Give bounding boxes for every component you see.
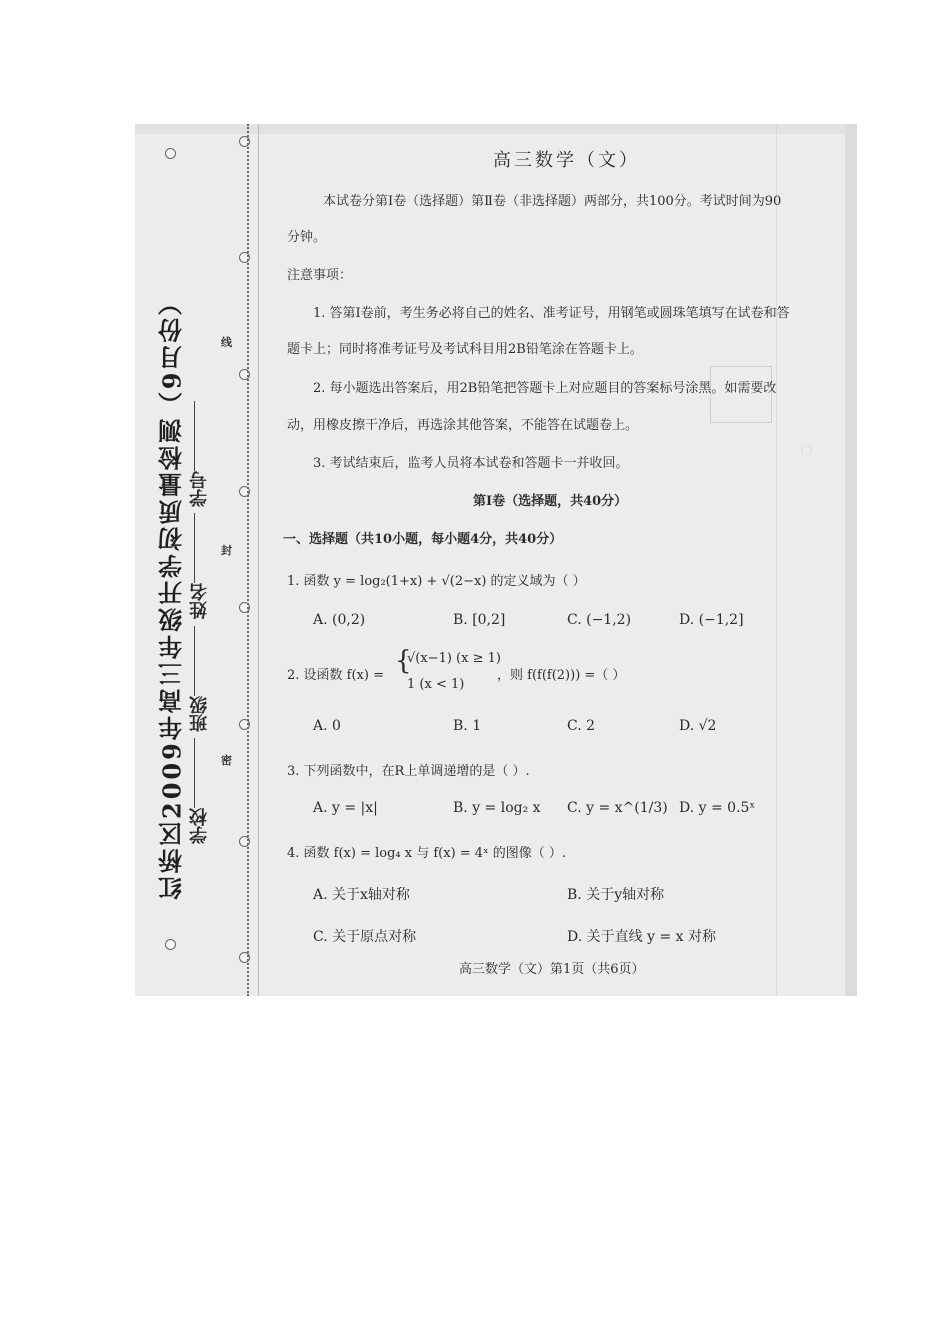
note-2-line-1: 2. 每小题选出答案后，用2B铅笔把答题卡上对应题目的答案标号涂黑。如需要改 <box>313 381 777 396</box>
question-2-stem-prefix: 2. 设函数 f(x) = <box>287 668 384 683</box>
seal-mark-line: 线 <box>221 336 232 349</box>
question-1-option-b[interactable]: B. [0,2] <box>453 612 506 628</box>
question-3-option-d[interactable]: D. y = 0.5ˣ <box>679 800 756 816</box>
scanned-exam-page <box>135 124 857 996</box>
question-3-option-a[interactable]: A. y = |x| <box>313 800 378 816</box>
page-footer: 高三数学（文）第1页（共6页） <box>459 962 645 977</box>
question-3-option-c[interactable]: C. y = x^(1/3) <box>567 800 668 816</box>
question-3-stem: 3. 下列函数中，在R上单调递增的是（ ）. <box>287 764 530 779</box>
question-1-option-a[interactable]: A. (0,2) <box>313 612 366 628</box>
exam-content <box>283 124 853 996</box>
piecewise-brace-icon: { <box>395 646 412 676</box>
page-title: 高三数学（文） <box>493 150 640 171</box>
notes-label: 注意事项： <box>287 268 353 283</box>
binding-margin <box>135 124 253 996</box>
question-2-option-a[interactable]: A. 0 <box>313 718 341 734</box>
tear-line <box>247 124 249 996</box>
school-field-label: 学校 <box>189 808 210 844</box>
note-2-line-2: 动，用橡皮擦干净后，再选涂其他答案，不能答在试题卷上。 <box>287 418 639 433</box>
name-field-label: 姓名 <box>189 583 210 620</box>
intro-line-2: 分钟。 <box>287 230 327 245</box>
question-2-option-b[interactable]: B. 1 <box>453 718 482 734</box>
question-4-stem: 4. 函数 f(x) = log₄ x 与 f(x) = 4ˣ 的图像（ ）. <box>287 846 566 861</box>
seal-mark-secret: 密 <box>221 754 232 767</box>
question-4-option-b[interactable]: B. 关于y轴对称 <box>567 887 665 903</box>
student-id-field-label: 学号 <box>189 471 210 508</box>
question-2-case-2: 1 (x < 1) <box>407 677 465 692</box>
note-1-line-1: 1. 答第Ⅰ卷前，考生务必将自己的姓名、准考证号，用钢笔或圆珠笔填写在试卷和答 <box>313 306 790 321</box>
question-4-option-a[interactable]: A. 关于x轴对称 <box>313 887 410 903</box>
question-2-case-1: √(x−1) (x ≥ 1) <box>407 651 501 666</box>
exam-vertical-title: 红桥区2009年高三年级开学初质量检测（9月份） <box>157 288 187 900</box>
punch-hole-icon <box>165 939 176 950</box>
question-1-option-d[interactable]: D. (−1,2] <box>679 612 744 628</box>
section-heading: 一、选择题（共10小题，每小题4分，共40分） <box>283 532 563 547</box>
question-2-option-c[interactable]: C. 2 <box>567 718 596 734</box>
bleed-through-text: （ ） <box>795 446 819 457</box>
school-field-line[interactable] <box>195 738 196 808</box>
question-4-option-d[interactable]: D. 关于直线 y = x 对称 <box>567 929 716 945</box>
question-3-option-b[interactable]: B. y = log₂ x <box>453 800 541 816</box>
class-field-label: 班级 <box>189 695 210 732</box>
class-field-line[interactable] <box>195 626 196 696</box>
note-3: 3. 考试结束后，监考人员将本试卷和答题卡一并收回。 <box>313 456 629 471</box>
margin-divider <box>258 124 259 996</box>
question-2-option-d[interactable]: D. √2 <box>679 718 717 734</box>
question-1-option-c[interactable]: C. (−1,2) <box>567 612 632 628</box>
part-title: 第Ⅰ卷（选择题，共40分） <box>473 494 628 509</box>
note-1-line-2: 题卡上；同时将准考证号及考试科目用2B铅笔涂在答题卡上。 <box>287 342 643 357</box>
student-id-field-line[interactable] <box>195 401 196 471</box>
question-4-option-c[interactable]: C. 关于原点对称 <box>313 929 417 945</box>
name-field-line[interactable] <box>195 513 196 583</box>
punch-hole-icon <box>165 148 176 159</box>
seal-mark-seal: 封 <box>221 544 232 557</box>
question-1-stem: 1. 函数 y = log₂(1+x) + √(2−x) 的定义域为（ ） <box>287 574 586 589</box>
question-2-stem-suffix: ，则 f(f(f(2))) =（ ） <box>497 668 626 683</box>
intro-line-1: 本试卷分第Ⅰ卷（选择题）第Ⅱ卷（非选择题）两部分，共100分。考试时间为90 <box>323 194 782 209</box>
